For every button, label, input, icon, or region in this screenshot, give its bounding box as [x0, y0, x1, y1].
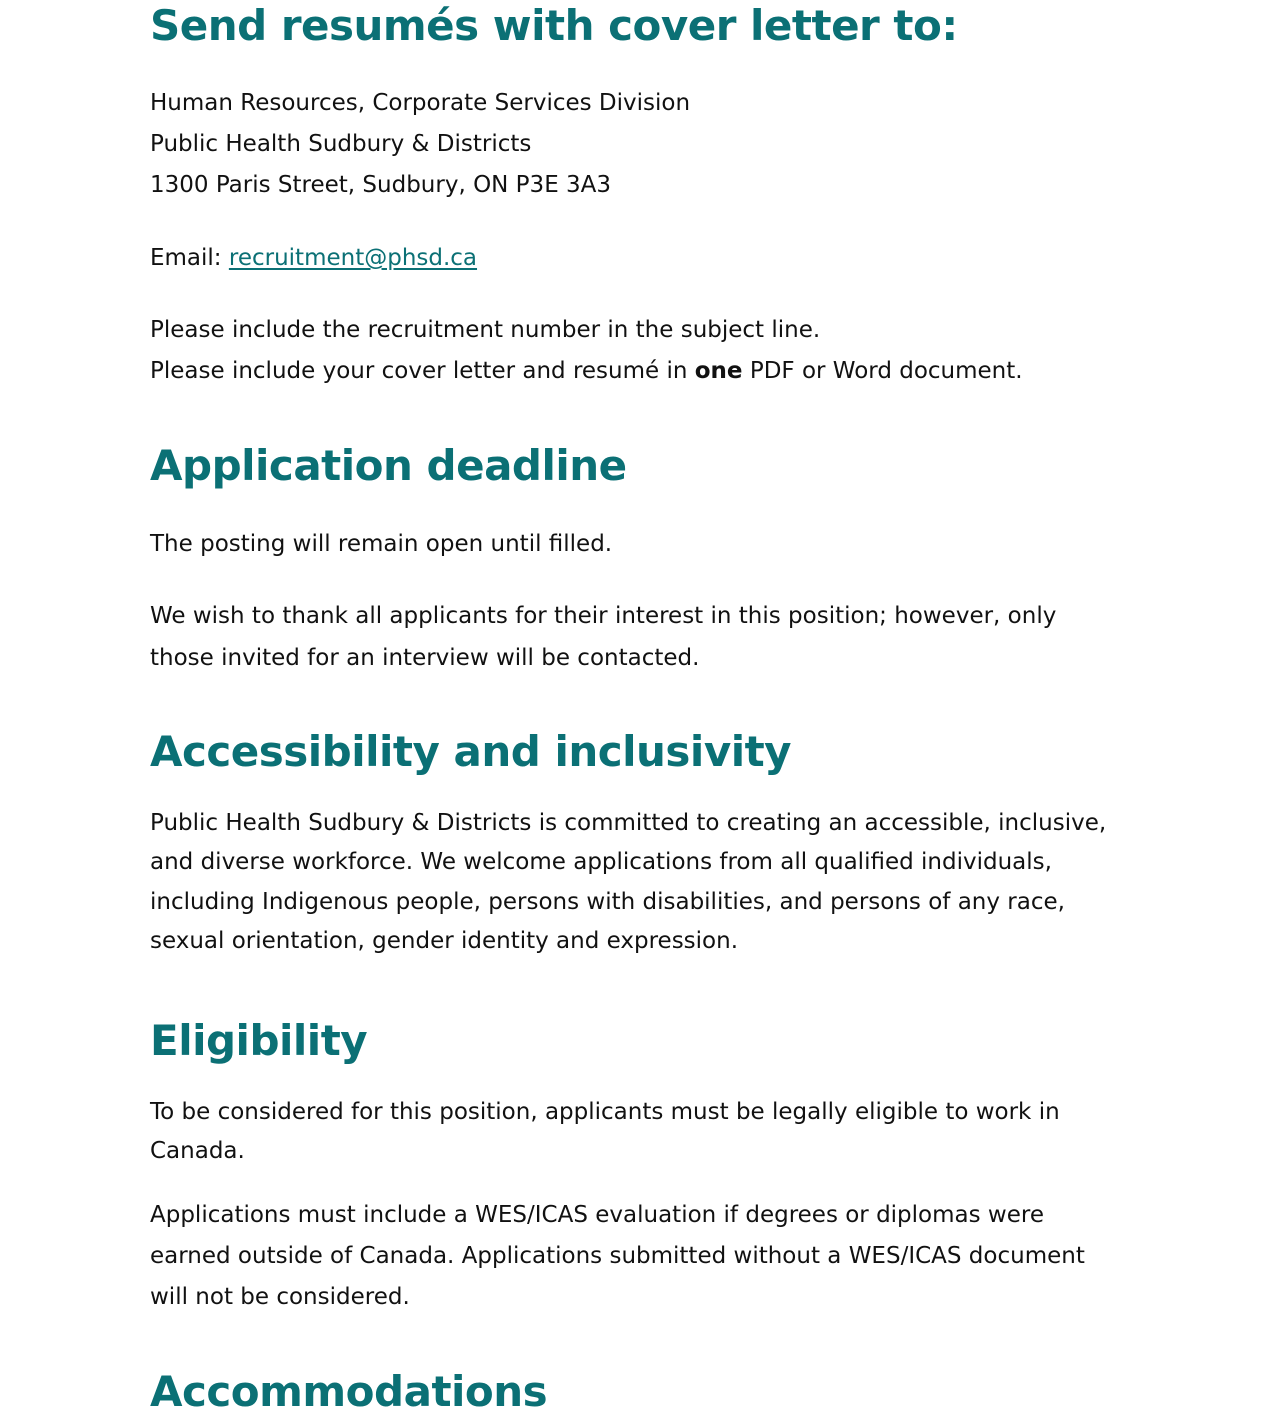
address-line: Public Health Sudbury & Districts	[150, 131, 532, 157]
instruction-single-document	[150, 356, 1023, 386]
email-link[interactable]: recruitment@phsd.ca	[228, 245, 478, 271]
instruction-subject-line: Please include the recruitment number in the subject line.	[150, 317, 821, 343]
send-resumes-heading: Send resumés with cover letter to:	[150, 1, 958, 50]
thank-you-line: those invited for an interview will be contacted.	[150, 645, 700, 671]
accessibility-heading: Accessibility and inclusivity	[150, 727, 792, 776]
eligibility-heading: Eligibility	[150, 1016, 368, 1065]
eligibility-line: To be considered for this position, applicants must be legally eligible to work in	[150, 1099, 1060, 1125]
instruction-text: PDF or Word document.	[749, 358, 1023, 384]
accessibility-line: and diverse workforce. We welcome applications from all qualified individuals,	[150, 849, 1052, 875]
accessibility-line: including Indigenous people, persons with disabilities, and persons of any race,	[150, 889, 1065, 915]
email-label: Email:	[150, 245, 222, 271]
deadline-paragraph: The posting will remain open until filled.	[150, 531, 613, 557]
wes-icas-line: will not be considered.	[150, 1284, 410, 1310]
instruction-text: Please include your cover letter and resumé in	[150, 358, 688, 384]
instruction-emphasis: one	[694, 358, 743, 384]
wes-icas-line: earned outside of Canada. Applications submitted without a WES/ICAS document	[150, 1243, 1085, 1269]
eligibility-line: Canada.	[150, 1138, 245, 1164]
email-row	[150, 243, 477, 273]
address-line: Human Resources, Corporate Services Division	[150, 90, 691, 116]
thank-you-line: We wish to thank all applicants for their interest in this position; however, only	[150, 603, 1057, 629]
accessibility-line: Public Health Sudbury & Districts is committed to creating an accessible, inclusive,	[150, 810, 1107, 836]
application-deadline-heading: Application deadline	[150, 441, 627, 490]
wes-icas-line: Applications must include a WES/ICAS evaluation if degrees or diplomas were	[150, 1202, 1044, 1228]
accessibility-line: sexual orientation, gender identity and expression.	[150, 928, 739, 954]
accommodations-heading: Accommodations	[150, 1367, 548, 1416]
address-line: 1300 Paris Street, Sudbury, ON P3E 3A3	[150, 172, 612, 198]
